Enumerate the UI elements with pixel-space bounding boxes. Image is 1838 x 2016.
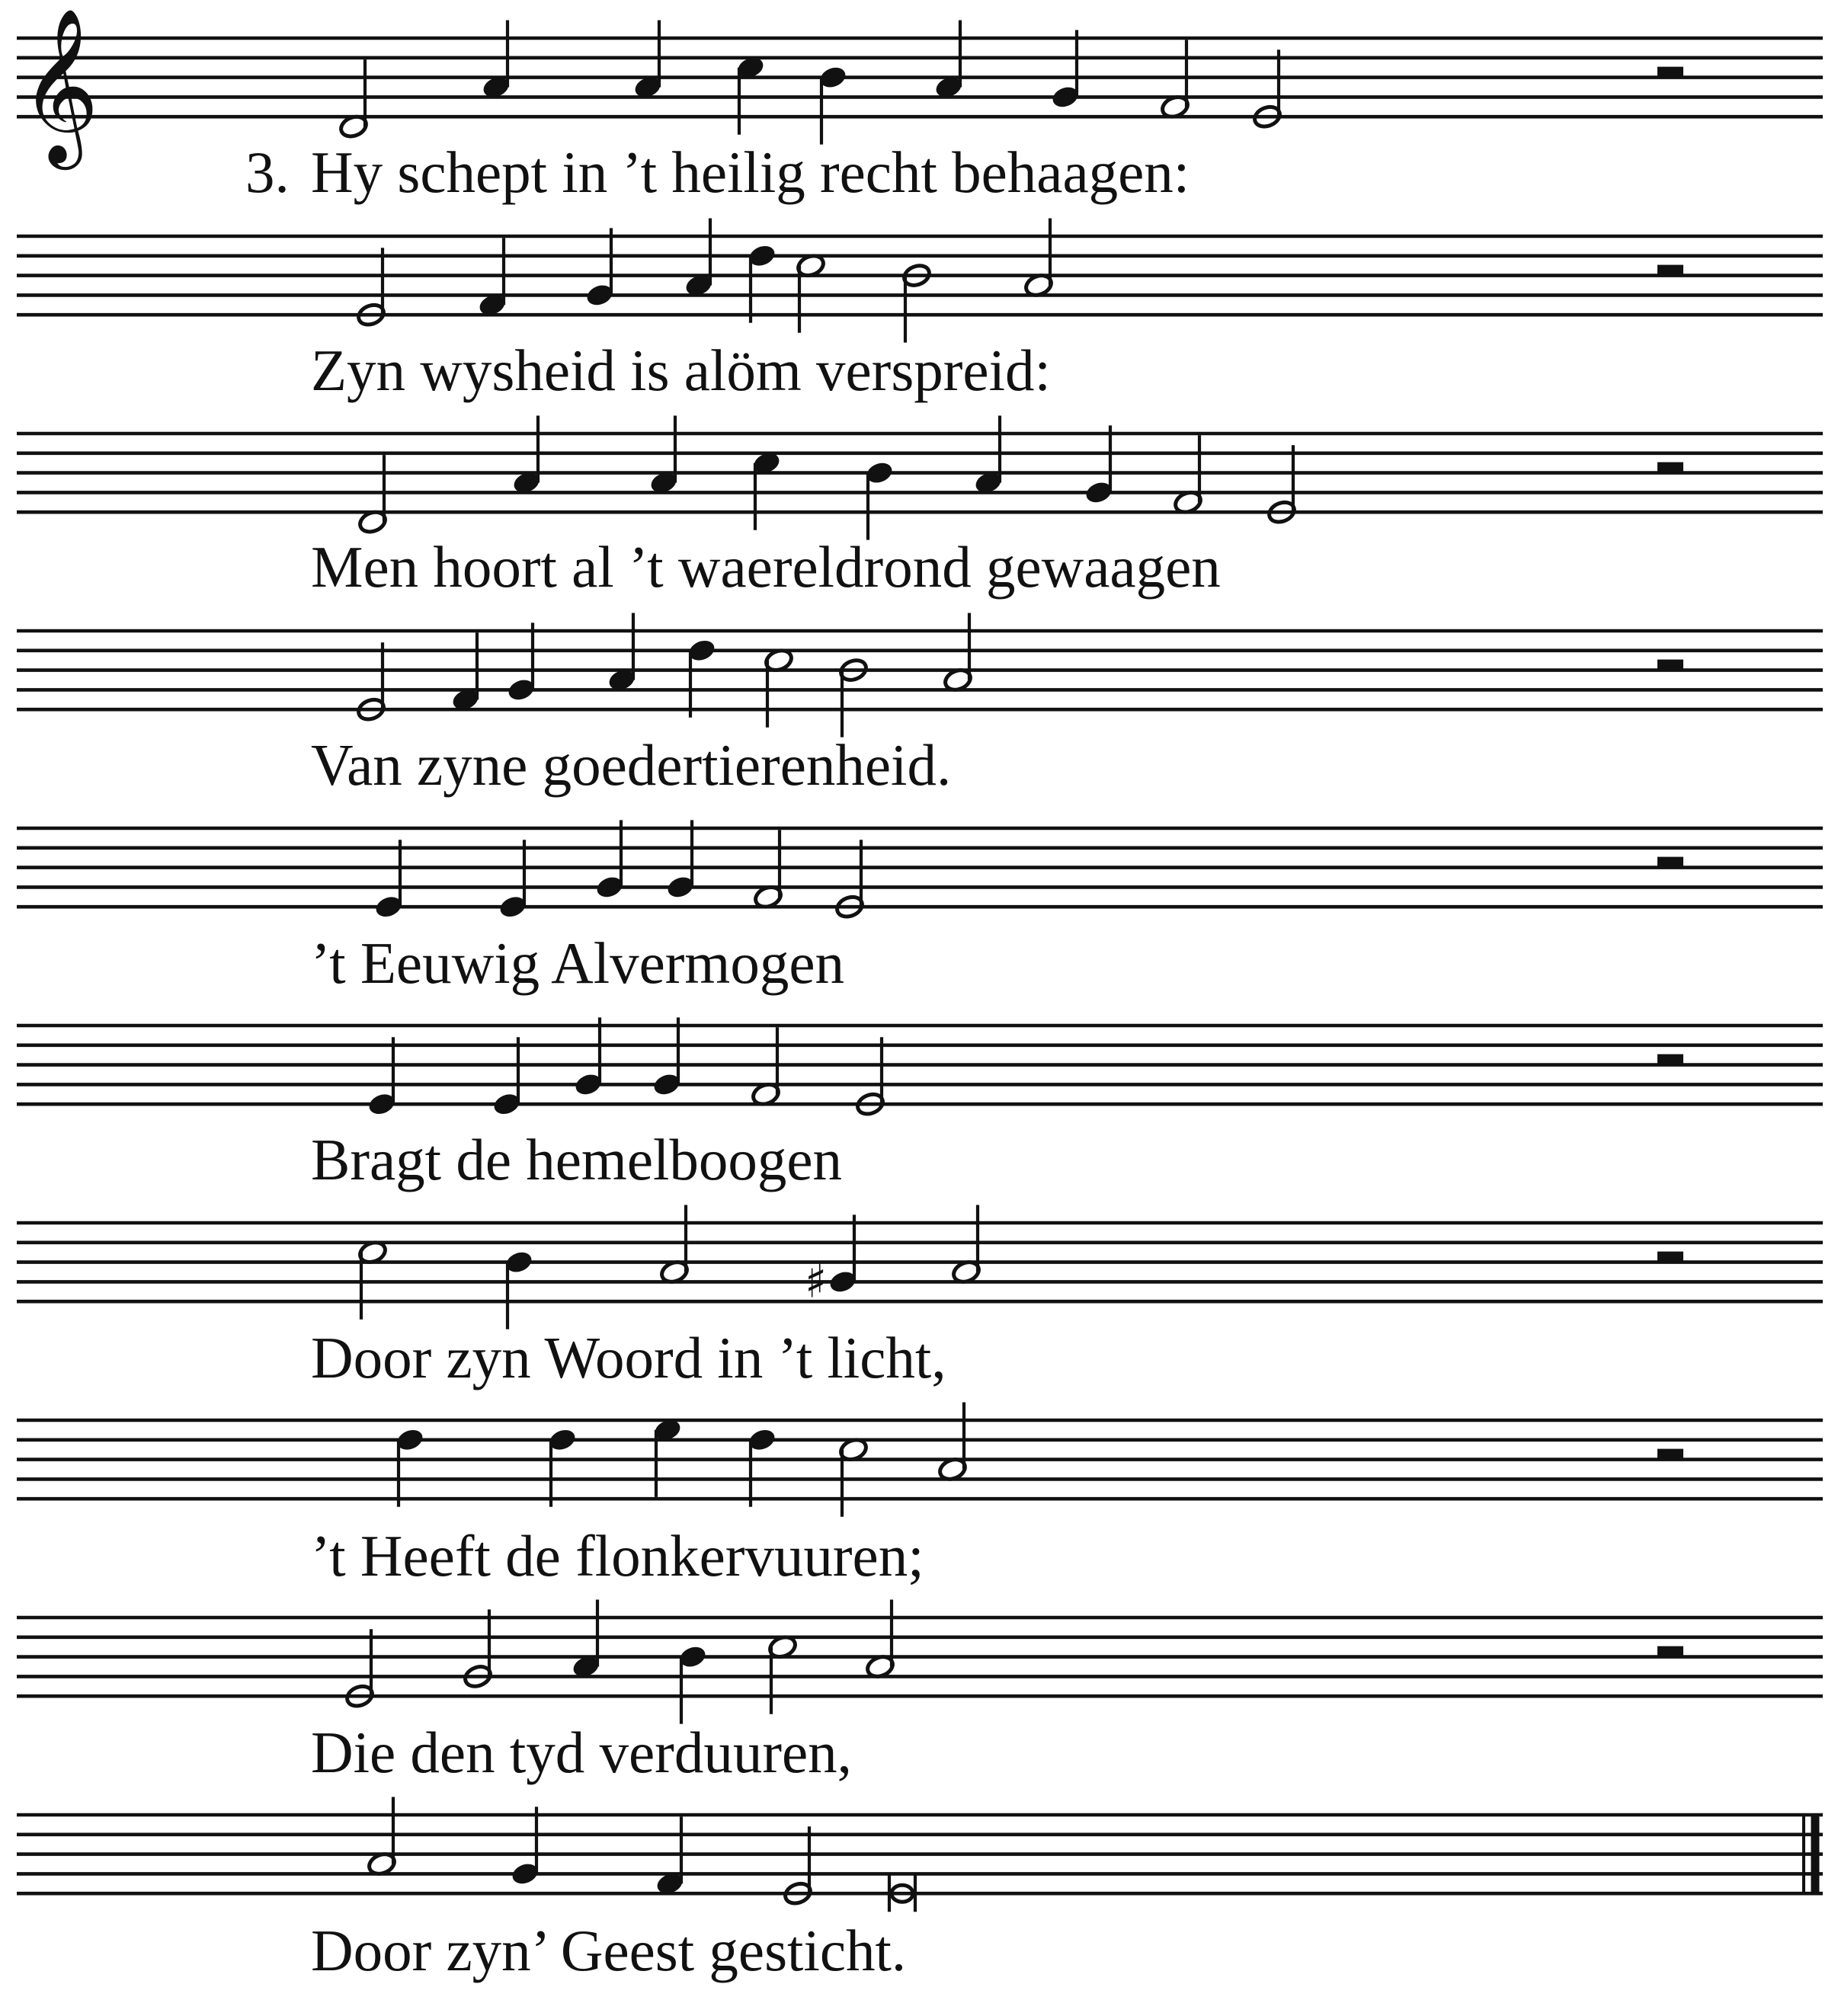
- quarter-note: [652, 1017, 683, 1097]
- staff-5: [17, 820, 1823, 920]
- quarter-note: [511, 416, 543, 496]
- verse-number: 3.: [245, 139, 290, 205]
- quarter-note: [735, 54, 767, 134]
- staff-9: [17, 1600, 1823, 1724]
- half-rest: [1657, 1646, 1683, 1657]
- quarter-note: [395, 1426, 426, 1506]
- lyric-line: Die den tyd verduuren,: [311, 1720, 852, 1785]
- half-note: [943, 613, 974, 693]
- quarter-note: [367, 1037, 398, 1117]
- staff-2: [17, 219, 1823, 343]
- half-note: [357, 1239, 389, 1319]
- lyrics: [311, 139, 1221, 1983]
- quarter-note: [652, 1416, 684, 1496]
- quarter-note: [510, 1806, 541, 1886]
- quarter-note: [933, 21, 965, 101]
- quarter-note: [751, 450, 783, 530]
- quarter-note: [477, 238, 508, 318]
- staff-8: [17, 1403, 1823, 1517]
- quarter-note: [584, 228, 616, 308]
- lyric-line: Van zyne goedertierenheid.: [311, 732, 952, 798]
- quarter-note: [504, 1249, 535, 1329]
- staff-system: [17, 21, 1823, 1912]
- quarter-note: [632, 21, 664, 101]
- half-note: [357, 455, 389, 535]
- staff-10: [17, 1797, 1823, 1912]
- staff-6: [17, 1017, 1823, 1117]
- half-rest: [1657, 67, 1683, 78]
- staff-3: [17, 416, 1823, 540]
- quarter-note: [677, 1643, 709, 1723]
- quarter-note: [747, 242, 778, 322]
- half-note: [659, 1205, 690, 1285]
- lyric-line: ’t Eeuwig Alvermogen: [311, 930, 844, 996]
- quarter-note: [1050, 30, 1081, 110]
- half-rest: [1657, 265, 1683, 276]
- half-note: [951, 1205, 982, 1285]
- half-note: [865, 1600, 896, 1680]
- quarter-note: [864, 459, 895, 539]
- quarter-note: [665, 820, 696, 900]
- half-note: [751, 1027, 782, 1107]
- quarter-note: [747, 1426, 778, 1506]
- half-note: [838, 1436, 869, 1516]
- quarter-note: [648, 416, 680, 496]
- half-note: [753, 830, 784, 910]
- half-rest: [1657, 1449, 1683, 1460]
- half-note: [937, 1403, 969, 1483]
- half-rest: [1657, 1252, 1683, 1262]
- half-note: [1023, 219, 1055, 299]
- quarter-note: [481, 21, 512, 101]
- lyric-line: Bragt de hemelboogen: [311, 1127, 843, 1192]
- lyric-line: Door zyn’ Geest gesticht.: [311, 1918, 907, 1983]
- quarter-note: [492, 1037, 523, 1117]
- lyric-line: Men hoort al ’t waereldrond gewaagen: [311, 534, 1221, 600]
- quarter-note: [607, 613, 638, 693]
- quarter-note: [547, 1426, 578, 1506]
- half-note: [1160, 40, 1191, 120]
- quarter-note: [498, 840, 529, 920]
- quarter-note: [373, 840, 405, 920]
- quarter-note: [973, 416, 1004, 496]
- quarter-note: [594, 820, 626, 900]
- quarter-note: [573, 1017, 604, 1097]
- half-rest: [1657, 462, 1683, 473]
- treble-clef-icon: 𝄞: [20, 7, 100, 163]
- sharp-icon: ♯: [805, 1255, 828, 1309]
- half-rest: [1657, 857, 1683, 868]
- half-note: [764, 647, 795, 727]
- quarter-note: [655, 1816, 686, 1896]
- quarter-note: [687, 637, 718, 717]
- half-note: [1173, 435, 1204, 515]
- lyric-line: ’t Heeft de flonkervuuren;: [311, 1523, 924, 1589]
- staff-1: [17, 21, 1823, 145]
- half-note: [767, 1634, 799, 1714]
- lyric-line: Door zyn Woord in ’t licht,: [311, 1325, 946, 1390]
- quarter-note: [571, 1600, 602, 1680]
- quarter-note: [450, 632, 482, 712]
- half-rest: [1657, 660, 1683, 670]
- half-note: [338, 59, 370, 139]
- half-note: [796, 252, 827, 332]
- quarter-note: [818, 64, 849, 144]
- quarter-note: [684, 219, 715, 299]
- half-note: [367, 1797, 398, 1877]
- staff-7: [17, 1205, 1823, 1330]
- half-rest: [1657, 1054, 1683, 1065]
- lyric-line: Hy schept in ’t heilig recht behaagen:: [311, 139, 1190, 205]
- staff-4: [17, 613, 1823, 738]
- lyric-line: Zyn wysheid is alöm verspreid:: [311, 338, 1051, 403]
- quarter-note: [1084, 425, 1115, 505]
- quarter-note: [506, 622, 537, 702]
